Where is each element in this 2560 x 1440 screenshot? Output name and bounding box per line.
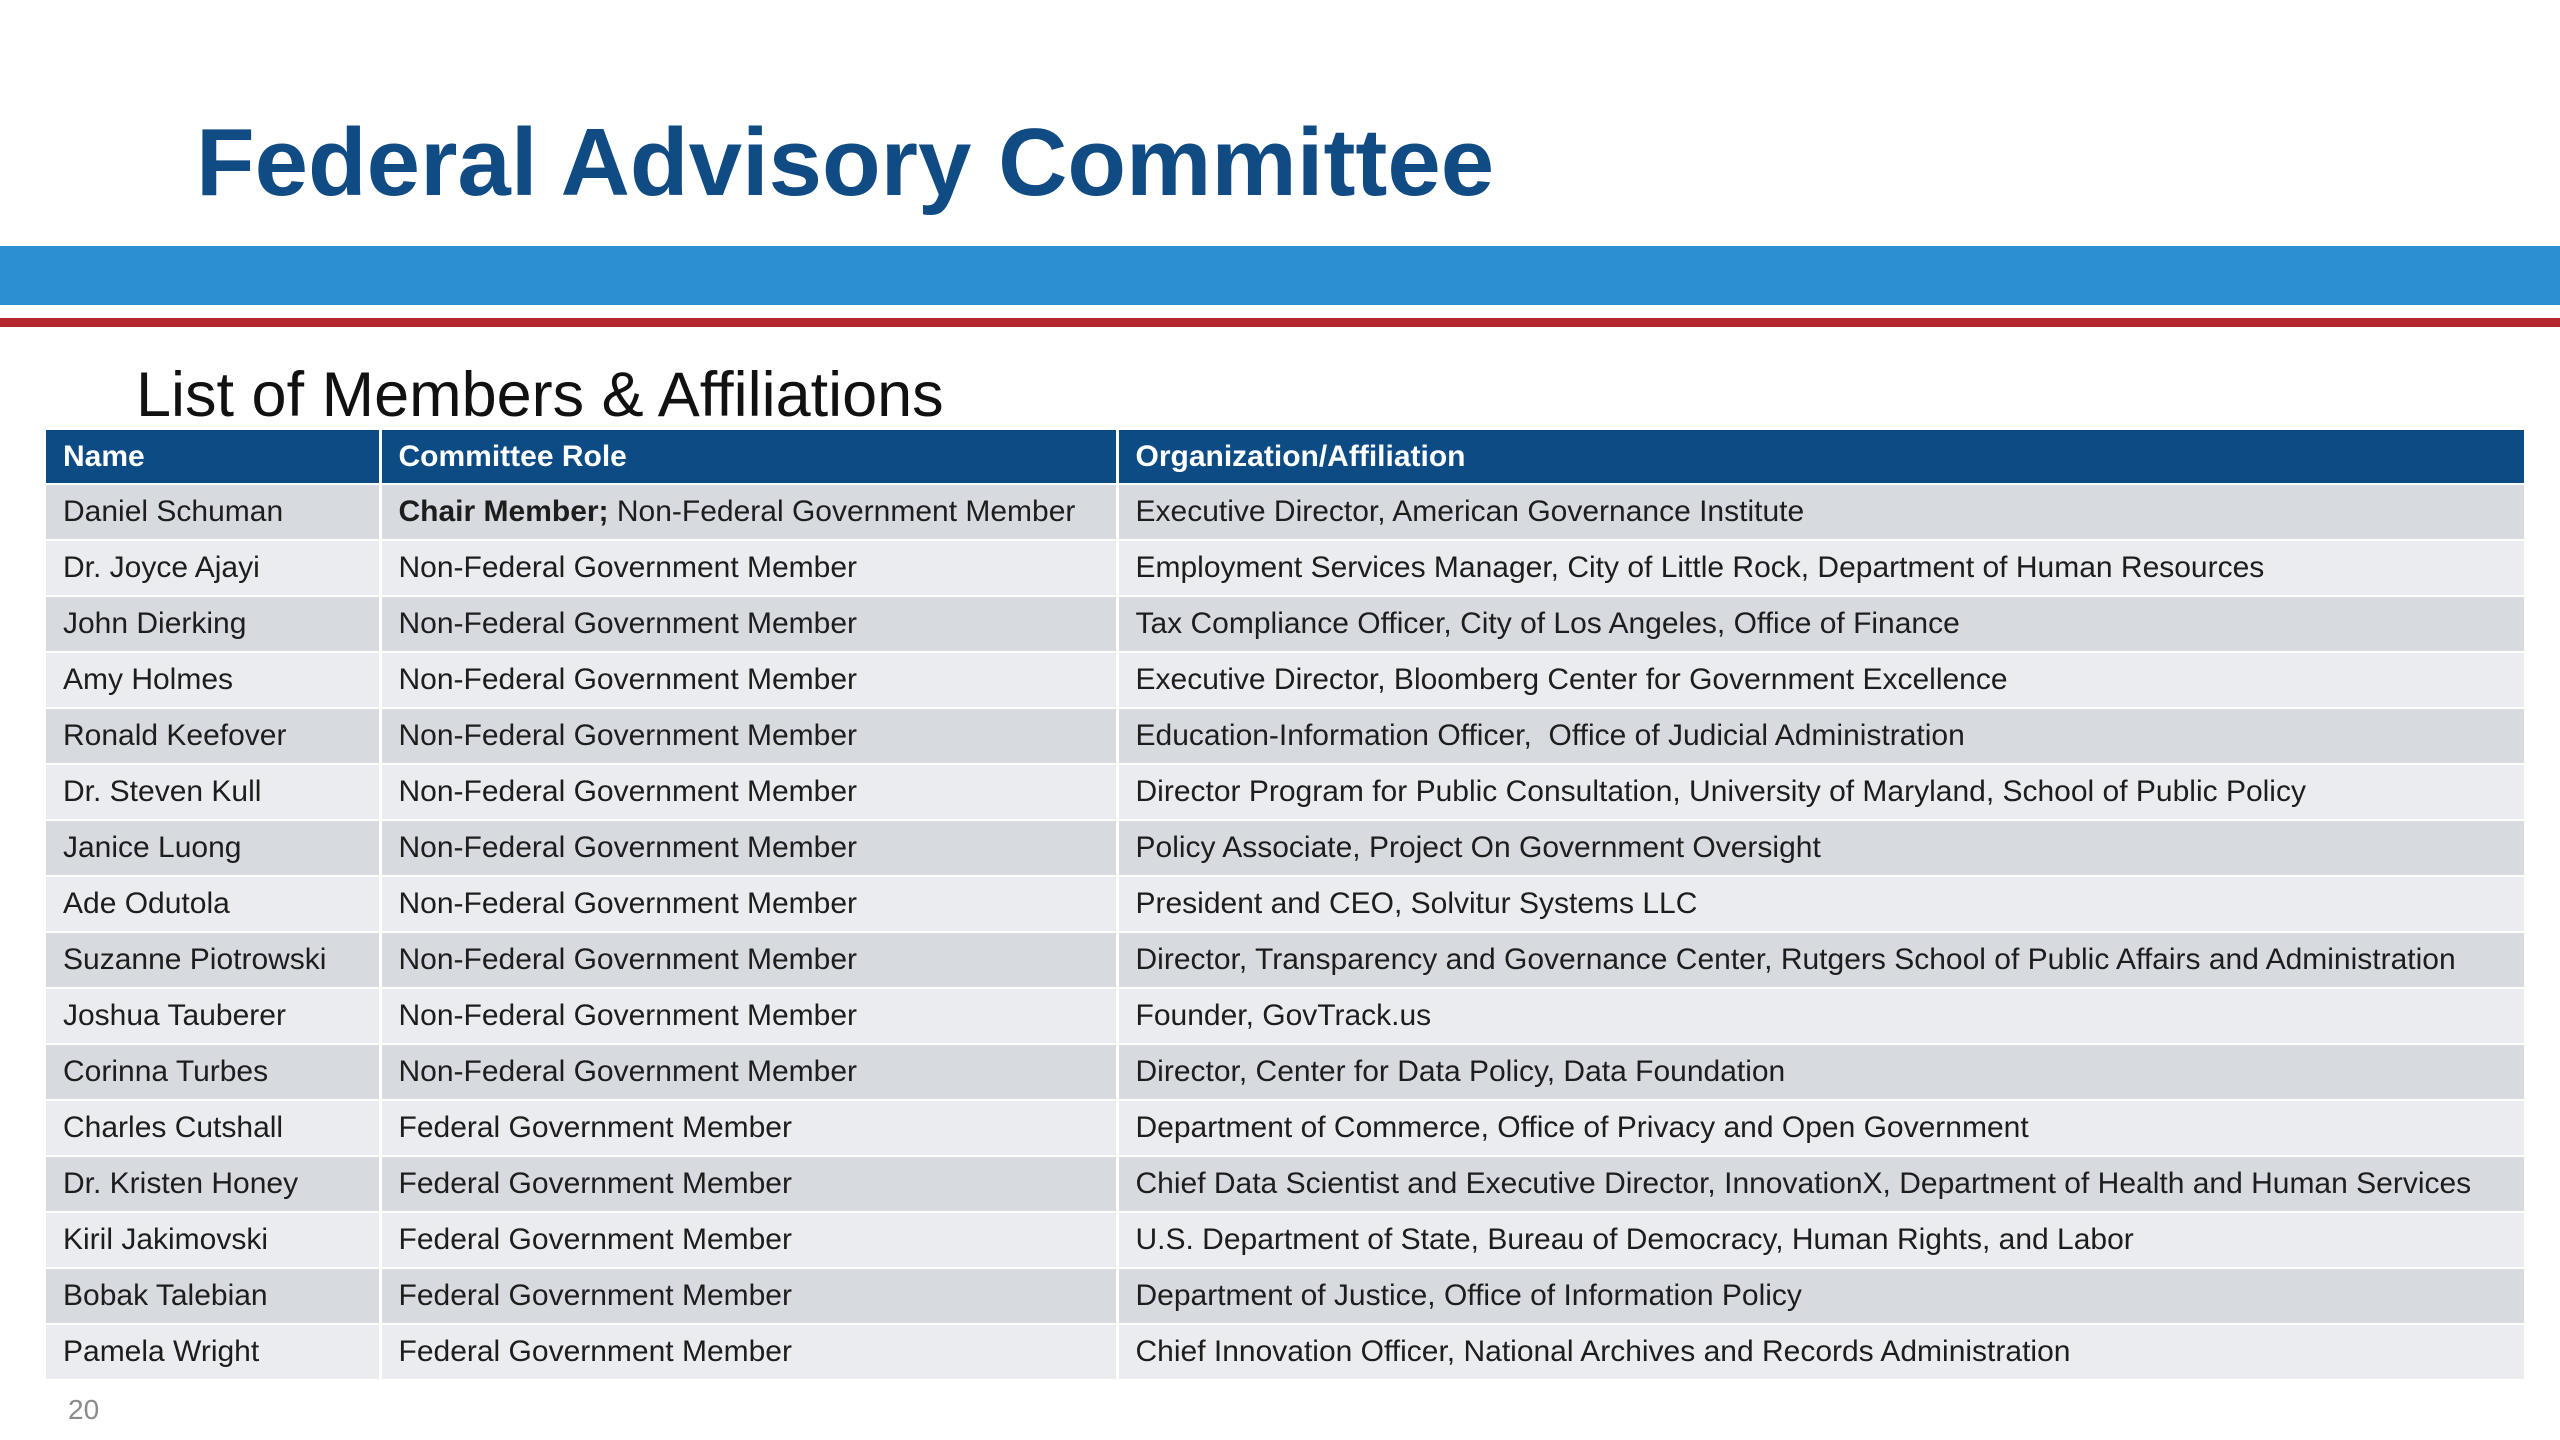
member-organization: Director, Center for Data Policy, Data Foundation (1117, 1044, 2524, 1100)
member-name: Bobak Talebian (46, 1268, 380, 1324)
table-row (46, 1212, 2524, 1268)
member-name: Corinna Turbes (46, 1044, 380, 1100)
table-row (46, 988, 2524, 1044)
role-label: Non-Federal Government Member (398, 1055, 858, 1088)
role-label: Non-Federal Government Member (608, 495, 1076, 528)
member-name: Dr. Joyce Ajayi (46, 540, 380, 596)
member-committee-role (380, 708, 1117, 764)
table-row (46, 932, 2524, 988)
member-name: Joshua Tauberer (46, 988, 380, 1044)
table-row (46, 708, 2524, 764)
member-name: Pamela Wright (46, 1324, 380, 1380)
slide-subtitle: List of Members & Affiliations (136, 360, 944, 430)
member-committee-role (380, 652, 1117, 708)
member-name: Ade Odutola (46, 876, 380, 932)
column-header-name: Name (46, 430, 380, 484)
member-committee-role (380, 764, 1117, 820)
member-organization: Policy Associate, Project On Government Oversight (1117, 820, 2524, 876)
role-label: Non-Federal Government Member (398, 663, 858, 696)
member-committee-role (380, 988, 1117, 1044)
member-organization: Department of Commerce, Office of Privacy and Open Government (1117, 1100, 2524, 1156)
member-organization: U.S. Department of State, Bureau of Democracy, Human Rights, and Labor (1117, 1212, 2524, 1268)
member-name: Dr. Steven Kull (46, 764, 380, 820)
member-name: Charles Cutshall (46, 1100, 380, 1156)
member-organization: Executive Director, American Governance Institute (1117, 484, 2524, 540)
member-name: Daniel Schuman (46, 484, 380, 540)
member-organization: Department of Justice, Office of Information Policy (1117, 1268, 2524, 1324)
role-label: Non-Federal Government Member (398, 551, 858, 584)
members-table-body (46, 484, 2524, 1380)
member-organization: Director, Transparency and Governance Center, Rutgers School of Public Affairs and Administration (1117, 932, 2524, 988)
member-committee-role (380, 1212, 1117, 1268)
member-organization: Employment Services Manager, City of Little Rock, Department of Human Resources (1117, 540, 2524, 596)
table-row (46, 1100, 2524, 1156)
member-committee-role (380, 596, 1117, 652)
member-organization: President and CEO, Solvitur Systems LLC (1117, 876, 2524, 932)
role-label: Federal Government Member (398, 1279, 792, 1312)
role-label: Non-Federal Government Member (398, 719, 858, 752)
table-header-row (46, 430, 2524, 484)
member-organization: Founder, GovTrack.us (1117, 988, 2524, 1044)
member-committee-role (380, 932, 1117, 988)
members-table (46, 430, 2524, 1381)
table-row (46, 764, 2524, 820)
blue-header-band (0, 246, 2560, 305)
table-row (46, 652, 2524, 708)
member-committee-role (380, 1156, 1117, 1212)
member-committee-role (380, 484, 1117, 540)
member-name: Dr. Kristen Honey (46, 1156, 380, 1212)
column-header-organization: Organization/Affiliation (1117, 430, 2524, 484)
member-organization: Chief Innovation Officer, National Archives and Records Administration (1117, 1324, 2524, 1380)
role-label: Federal Government Member (398, 1223, 792, 1256)
table-row (46, 484, 2524, 540)
member-organization: Tax Compliance Officer, City of Los Angeles, Office of Finance (1117, 596, 2524, 652)
role-label: Non-Federal Government Member (398, 999, 858, 1032)
member-name: Janice Luong (46, 820, 380, 876)
member-name: Suzanne Piotrowski (46, 932, 380, 988)
member-committee-role (380, 1044, 1117, 1100)
table-row (46, 1156, 2524, 1212)
page-number: 20 (68, 1394, 100, 1425)
member-committee-role (380, 1324, 1117, 1380)
role-label: Non-Federal Government Member (398, 943, 858, 976)
slide-title: Federal Advisory Committee (196, 109, 1495, 216)
role-label: Non-Federal Government Member (398, 607, 858, 640)
member-name: Kiril Jakimovski (46, 1212, 380, 1268)
table-row (46, 540, 2524, 596)
member-organization: Chief Data Scientist and Executive Director, InnovationX, Department of Health and Human Services (1117, 1156, 2524, 1212)
role-label: Non-Federal Government Member (398, 831, 858, 864)
chair-role-label: Chair Member; (398, 495, 609, 528)
member-organization: Executive Director, Bloomberg Center for Government Excellence (1117, 652, 2524, 708)
table-row (46, 1324, 2524, 1380)
member-organization: Education-Information Officer, Office of Judicial Administration (1117, 708, 2524, 764)
member-committee-role (380, 540, 1117, 596)
table-row (46, 1044, 2524, 1100)
member-committee-role (380, 1100, 1117, 1156)
role-label: Non-Federal Government Member (398, 775, 858, 808)
table-row (46, 596, 2524, 652)
member-name: Amy Holmes (46, 652, 380, 708)
column-header-committee-role: Committee Role (380, 430, 1117, 484)
role-label: Federal Government Member (398, 1111, 792, 1144)
member-organization: Director Program for Public Consultation, University of Maryland, School of Public Policy (1117, 764, 2524, 820)
member-name: Ronald Keefover (46, 708, 380, 764)
role-label: Federal Government Member (398, 1335, 792, 1368)
role-label: Federal Government Member (398, 1167, 792, 1200)
member-committee-role (380, 820, 1117, 876)
member-committee-role (380, 876, 1117, 932)
role-label: Non-Federal Government Member (398, 887, 858, 920)
table-row (46, 1268, 2524, 1324)
red-header-stripe (0, 318, 2560, 327)
table-row (46, 876, 2524, 932)
table-row (46, 820, 2524, 876)
member-name: John Dierking (46, 596, 380, 652)
member-committee-role (380, 1268, 1117, 1324)
